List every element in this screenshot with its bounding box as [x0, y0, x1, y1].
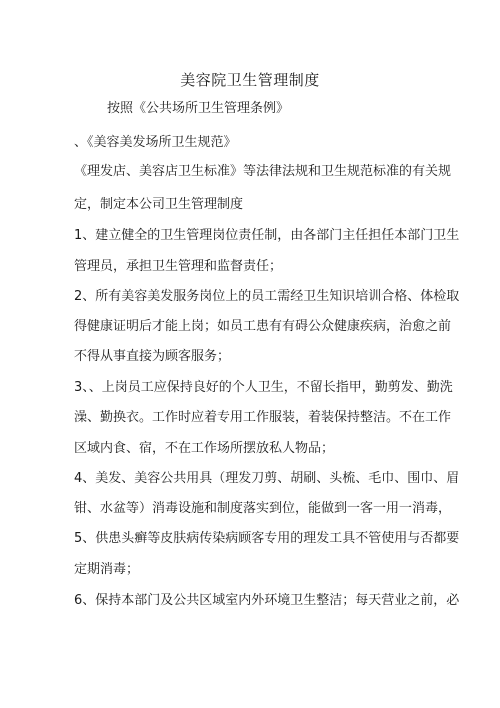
body-line: 按照《公共场所卫生管理条例》 — [107, 101, 290, 116]
body-line: 1、建立健全的卫生管理岗位责任制，由各部门主任担任本部门卫生 — [74, 228, 460, 243]
body-line: 2、所有美容美发服务岗位上的员工需经卫生知识培训合格、体检取 — [74, 289, 460, 304]
body-line: 、《美容美发场所卫生规范》 — [74, 135, 237, 150]
body-line: 澡、勤换衣。工作时应着专用工作服装，着装保持整洁。不在工作 — [74, 410, 452, 425]
body-line: 《理发店、美容店卫生标准》等法律法规和卫生规范标准的有关规 — [74, 164, 452, 179]
body-line: 管理员，承担卫生管理和监督责任； — [74, 259, 283, 274]
body-line: 定，制定本公司卫生管理制度 — [74, 197, 244, 212]
body-line: 得健康证明后才能上岗；如员工患有有碍公众健康疾病，治愈之前 — [74, 319, 452, 334]
body-line: 3、、上岗员工应保持良好的个人卫生，不留长指甲，勤剪发、勤洗 — [74, 380, 453, 395]
document-title: 美容院卫生管理制度 — [180, 71, 320, 89]
body-line: 区域内食、宿，不在工作场所摆放私人物品； — [74, 441, 335, 456]
body-line: 定期消毒； — [74, 562, 140, 577]
body-line: 钳、水盆等）消毒设施和制度落实到位，能做到一客一用一消毒， — [74, 501, 452, 516]
body-line: 不得从事直接为顾客服务； — [74, 349, 231, 364]
body-line: 4、美发、美容公共用具（理发刀剪、胡刷、头梳、毛巾、围巾、眉 — [74, 471, 460, 486]
body-line: 6、保持本部门及公共区域室内外环境卫生整洁；每天营业之前，必 — [74, 593, 460, 608]
body-line: 5、供患头癣等皮肤病传染病顾客专用的理发工具不管使用与否都要 — [74, 531, 460, 546]
